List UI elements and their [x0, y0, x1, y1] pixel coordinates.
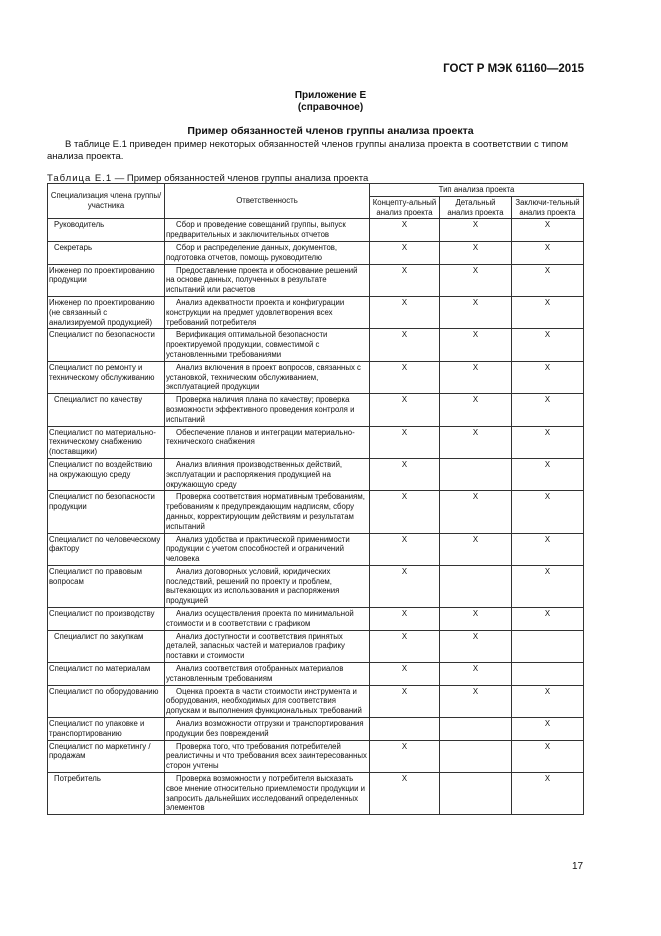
appendix-heading: [0, 90, 661, 114]
table-row: [48, 663, 584, 686]
appendix-title: Приложение Е: [294, 90, 367, 101]
table-row: [48, 264, 584, 296]
standard-header: ГОСТ Р МЭК 61160—2015: [443, 63, 584, 75]
detailed-mark: X: [440, 663, 512, 686]
conceptual-mark: X: [370, 394, 440, 426]
conceptual-mark: X: [370, 219, 440, 242]
responsibilities-table: [47, 183, 584, 815]
detailed-mark: X: [440, 394, 512, 426]
detailed-mark: [440, 718, 512, 741]
table-row: [48, 296, 584, 328]
detailed-mark: X: [440, 361, 512, 393]
page-number: 17: [572, 861, 584, 872]
header-conceptual: Концепту-альный анализ проекта: [370, 196, 440, 219]
role-cell: Потребитель: [48, 773, 165, 815]
responsibility-cell: Проверка того, что требования потребителей реалистичны и что требования всех заинтересованных сторон учтены: [165, 740, 370, 772]
final-mark: X: [512, 533, 584, 565]
role-cell: Специалист по оборудованию: [48, 685, 165, 717]
detailed-mark: X: [440, 296, 512, 328]
conceptual-mark: X: [370, 533, 440, 565]
conceptual-mark: X: [370, 458, 440, 490]
table-row: [48, 491, 584, 533]
table-row: [48, 361, 584, 393]
final-mark: X: [512, 394, 584, 426]
role-cell: Инженер по проектированию продукции: [48, 264, 165, 296]
detailed-mark: X: [440, 608, 512, 631]
final-mark: X: [512, 718, 584, 741]
final-mark: X: [512, 296, 584, 328]
final-mark: X: [512, 491, 584, 533]
role-cell: Специалист по маркетингу / продажам: [48, 740, 165, 772]
table-row: [48, 329, 584, 361]
responsibility-cell: Обеспечение планов и интеграции материально-технического снабжения: [165, 426, 370, 458]
role-cell: Инженер по проектированию (не связанный с анализируемой продукцией): [48, 296, 165, 328]
responsibility-cell: Анализ осуществления проекта по минимальной стоимости и в соответствии с графиком: [165, 608, 370, 631]
role-cell: Специалист по качеству: [48, 394, 165, 426]
final-mark: X: [512, 458, 584, 490]
conceptual-mark: X: [370, 608, 440, 631]
intro-paragraph: В таблице Е.1 приведен пример некоторых обязанностей членов группы анализа проекта в соответствии с типом анализа проекта.: [47, 139, 568, 162]
detailed-mark: X: [440, 491, 512, 533]
table-row: [48, 630, 584, 662]
conceptual-mark: X: [370, 361, 440, 393]
final-mark: X: [512, 361, 584, 393]
detailed-mark: X: [440, 241, 512, 264]
final-mark: X: [512, 241, 584, 264]
conceptual-mark: X: [370, 491, 440, 533]
responsibility-cell: Верификация оптимальной безопасности проектируемой продукции, совместимой с установленными требованиями: [165, 329, 370, 361]
table-row: [48, 533, 584, 565]
final-mark: [512, 663, 584, 686]
responsibility-cell: Проверка возможности у потребителя высказать свое мнение относительно приемлемости продукции и запросить дальнейших исследований определенных элементов: [165, 773, 370, 815]
table-row: [48, 565, 584, 607]
final-mark: X: [512, 773, 584, 815]
table-row: [48, 219, 584, 242]
responsibility-cell: Анализ возможности отгрузки и транспортирования продукции без повреждений: [165, 718, 370, 741]
conceptual-mark: X: [370, 426, 440, 458]
conceptual-mark: X: [370, 663, 440, 686]
section-title: Пример обязанностей членов группы анализа проекта: [187, 125, 474, 137]
role-cell: Специалист по материалам: [48, 663, 165, 686]
responsibility-cell: Анализ договорных условий, юридических последствий, решений по проекту и проблем, вытекающих из использования и распоряжения продукцией: [165, 565, 370, 607]
conceptual-mark: X: [370, 241, 440, 264]
final-mark: X: [512, 219, 584, 242]
responsibility-cell: Сбор и распределение данных, документов, подготовка отчетов, помощь руководителю: [165, 241, 370, 264]
responsibility-cell: Анализ влияния производственных действий, эксплуатации и распоряжения продукцией на окружающую среду: [165, 458, 370, 490]
role-cell: Специалист по ремонту и техническому обслуживанию: [48, 361, 165, 393]
header-responsibility: Ответственность: [165, 184, 370, 219]
responsibility-cell: Проверка соответствия нормативным требованиям, требованиям к предупреждающим надписям, сбору данных, корректирующим действиям и результатам испытаний: [165, 491, 370, 533]
responsibility-cell: Анализ удобства и практической применимости продукции с учетом способностей и ограничений человека: [165, 533, 370, 565]
table-caption-text: — Пример обязанностей членов группы анализа проекта: [112, 173, 369, 184]
detailed-mark: X: [440, 264, 512, 296]
detailed-mark: [440, 565, 512, 607]
final-mark: X: [512, 426, 584, 458]
detailed-mark: [440, 773, 512, 815]
role-cell: Секретарь: [48, 241, 165, 264]
detailed-mark: [440, 740, 512, 772]
table-row: [48, 394, 584, 426]
conceptual-mark: X: [370, 773, 440, 815]
table-row: [48, 426, 584, 458]
header-role: Специализация члена группы/ участника: [48, 184, 165, 219]
table-row: [48, 458, 584, 490]
conceptual-mark: X: [370, 740, 440, 772]
detailed-mark: X: [440, 685, 512, 717]
role-cell: Специалист по производству: [48, 608, 165, 631]
final-mark: X: [512, 565, 584, 607]
conceptual-mark: X: [370, 264, 440, 296]
final-mark: X: [512, 329, 584, 361]
role-cell: Специалист по упаковке и транспортированию: [48, 718, 165, 741]
role-cell: Руководитель: [48, 219, 165, 242]
detailed-mark: X: [440, 533, 512, 565]
responsibility-cell: Анализ включения в проект вопросов, связанных с установкой, техническим обслуживанием, эксплуатацией продукции: [165, 361, 370, 393]
role-cell: Специалист по человеческому фактору: [48, 533, 165, 565]
detailed-mark: X: [440, 329, 512, 361]
responsibility-cell: Сбор и проведение совещаний группы, выпуск предварительных и заключительных отчетов: [165, 219, 370, 242]
table-row: [48, 773, 584, 815]
header-final: Заключи-тельный анализ проекта: [512, 196, 584, 219]
conceptual-mark: X: [370, 630, 440, 662]
table-caption-label: Таблица Е.1: [47, 173, 113, 184]
role-cell: Специалист по правовым вопросам: [48, 565, 165, 607]
conceptual-mark: X: [370, 329, 440, 361]
table-row: [48, 608, 584, 631]
conceptual-mark: X: [370, 565, 440, 607]
responsibility-cell: Оценка проекта в части стоимости инструмента и оборудования, необходимых для соответствия допускам и выполнения функциональных требований: [165, 685, 370, 717]
final-mark: X: [512, 264, 584, 296]
header-review-type: Тип анализа проекта: [370, 184, 584, 197]
header-detailed: Детальный анализ проекта: [440, 196, 512, 219]
detailed-mark: X: [440, 426, 512, 458]
role-cell: Специалист по безопасности продукции: [48, 491, 165, 533]
appendix-subtitle: (справочное): [297, 102, 364, 113]
responsibility-cell: Проверка наличия плана по качеству; проверка возможности эффективного проведения контроля и испытаний: [165, 394, 370, 426]
responsibility-cell: Анализ адекватности проекта и конфигурации конструкции на предмет удовлетворения всех требований потребителя: [165, 296, 370, 328]
detailed-mark: X: [440, 219, 512, 242]
table-row: [48, 740, 584, 772]
table-row: [48, 241, 584, 264]
conceptual-mark: [370, 718, 440, 741]
responsibility-cell: Анализ доступности и соответствия принятых деталей, запасных частей и материалов графику поставки и стоимости: [165, 630, 370, 662]
conceptual-mark: X: [370, 685, 440, 717]
role-cell: Специалист по безопасности: [48, 329, 165, 361]
conceptual-mark: X: [370, 296, 440, 328]
detailed-mark: [440, 458, 512, 490]
final-mark: X: [512, 685, 584, 717]
detailed-mark: X: [440, 630, 512, 662]
final-mark: X: [512, 740, 584, 772]
role-cell: Специалист по закупкам: [48, 630, 165, 662]
final-mark: [512, 630, 584, 662]
role-cell: Специалист по материально-техническому снабжению (поставщики): [48, 426, 165, 458]
table-row: [48, 685, 584, 717]
role-cell: Специалист по воздействию на окружающую среду: [48, 458, 165, 490]
final-mark: X: [512, 608, 584, 631]
responsibility-cell: Анализ соответствия отобранных материалов установленным требованиям: [165, 663, 370, 686]
responsibility-cell: Предоставление проекта и обоснование решений на основе данных, полученных в результате испытаний или расчетов: [165, 264, 370, 296]
table-row: [48, 718, 584, 741]
